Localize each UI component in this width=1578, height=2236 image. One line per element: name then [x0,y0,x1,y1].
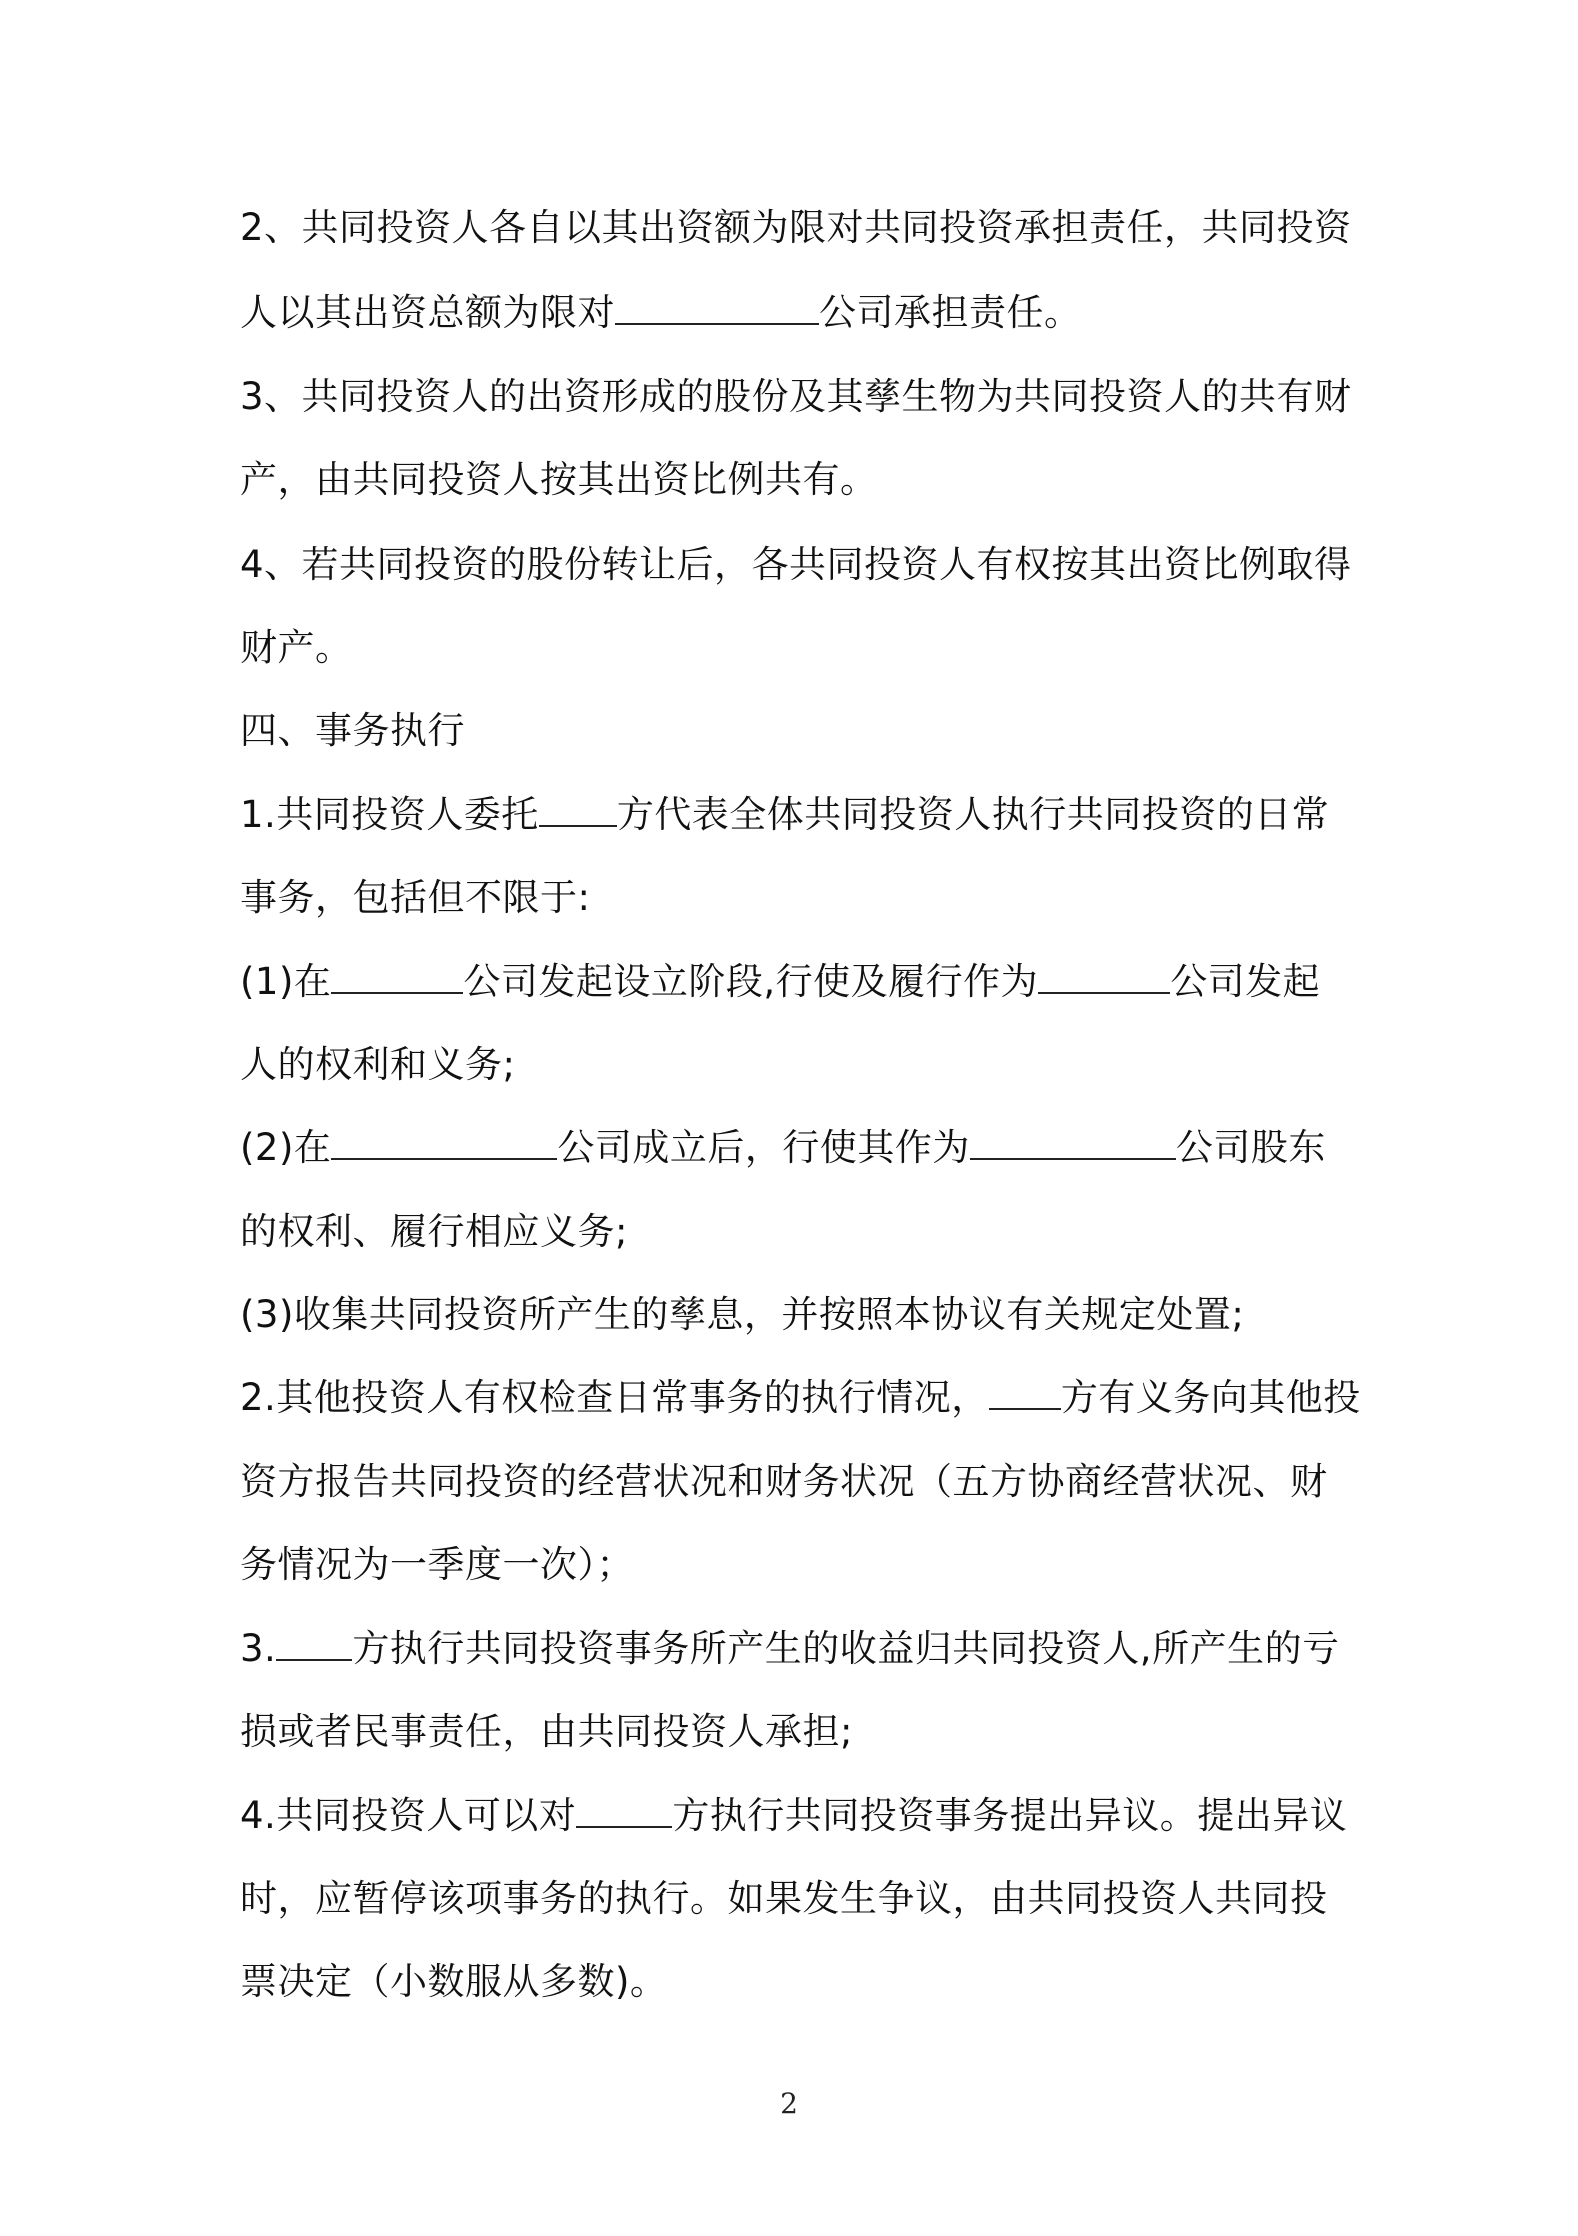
line-text: 方执行共同投资事务所产生的收益归共同投资人,所产生的亏 [352,1627,1340,1670]
heading-text: 四、事务执行 [240,709,465,752]
line-text: 2、共同投资人各自以其出资额为限对共同投资承担责任，共同投资 [240,206,1352,249]
fill-in-blank [1038,962,1170,994]
line-text: 方有义务向其他投 [1060,1376,1361,1419]
page-number: 2 [780,2087,798,2120]
text-line [240,283,1350,343]
line-text: 损或者民事责任，由共同投资人承担; [240,1710,853,1753]
line-text: 产，由共同投资人按其出资比例共有。 [240,458,878,501]
line-text: 1.共同投资人委托 [240,793,539,836]
text-line [240,1702,1350,1762]
text-line [240,1285,1350,1345]
line-text: (2)在 [240,1126,332,1169]
line-text: 2.其他投资人有权检查日常事务的执行情况， [240,1376,989,1419]
text-line [240,1619,1350,1679]
text-line [240,1952,1350,2012]
text-line [240,618,1350,678]
line-text: 务情况为一季度一次）； [240,1543,634,1586]
fill-in-blank [276,1629,352,1661]
line-text: (3)收集共同投资所产生的孳息，并按照本协议有关规定处置; [240,1293,1245,1336]
line-text: 票决定（小数服从多数)。 [240,1960,668,2003]
line-text: 人的权利和义务; [240,1043,516,1086]
line-text: 方执行共同投资事务提出异议。提出异议 [672,1794,1348,1837]
text-line [240,1869,1350,1929]
text-line [240,1035,1350,1095]
line-text: 4、若共同投资的股份转让后，各共同投资人有权按其出资比例取得 [240,543,1352,586]
line-text: 公司发起设立阶段,行使及履行作为 [463,960,1039,1003]
line-text: 3、共同投资人的出资形成的股份及其孳生物为共同投资人的共有财 [240,375,1352,418]
fill-in-blank [331,1128,557,1160]
line-text: 公司成立后，行使其作为 [557,1126,970,1169]
fill-in-blank [989,1378,1061,1410]
section-heading [240,701,1350,761]
text-line [240,1452,1350,1512]
line-text: 4.共同投资人可以对 [240,1794,577,1837]
text-line [240,535,1350,595]
text-line [240,868,1350,928]
text-line [240,1118,1350,1178]
line-text: 公司股东 [1175,1126,1326,1169]
fill-in-blank [576,1796,672,1828]
line-text: 时，应暂停该项事务的执行。如果发生争议，由共同投资人共同投 [240,1877,1328,1920]
text-line [240,785,1350,845]
text-line [240,1202,1350,1262]
line-text: 人以其出资总额为限对 [240,291,615,334]
line-text: 方代表全体共同投资人执行共同投资的日常 [616,793,1330,836]
fill-in-blank [331,962,463,994]
fill-in-blank [970,1128,1176,1160]
fill-in-blank [615,293,819,325]
text-line [240,1786,1350,1846]
line-text: 3. [240,1627,277,1670]
line-text: 财产。 [240,626,353,669]
fill-in-blank [539,795,617,827]
line-text: 公司发起 [1170,960,1321,1003]
line-text: 的权利、履行相应义务; [240,1210,628,1253]
text-line [240,450,1350,510]
line-text: (1)在 [240,960,332,1003]
text-line [240,1535,1350,1595]
text-line [240,367,1350,427]
text-line [240,952,1350,1012]
line-text: 公司承担责任。 [819,291,1082,334]
text-line [240,1368,1361,1428]
text-line [240,198,1350,258]
line-text: 事务，包括但不限于: [240,876,591,919]
line-text: 资方报告共同投资的经营状况和财务状况（五方协商经营状况、财 [240,1460,1328,1503]
